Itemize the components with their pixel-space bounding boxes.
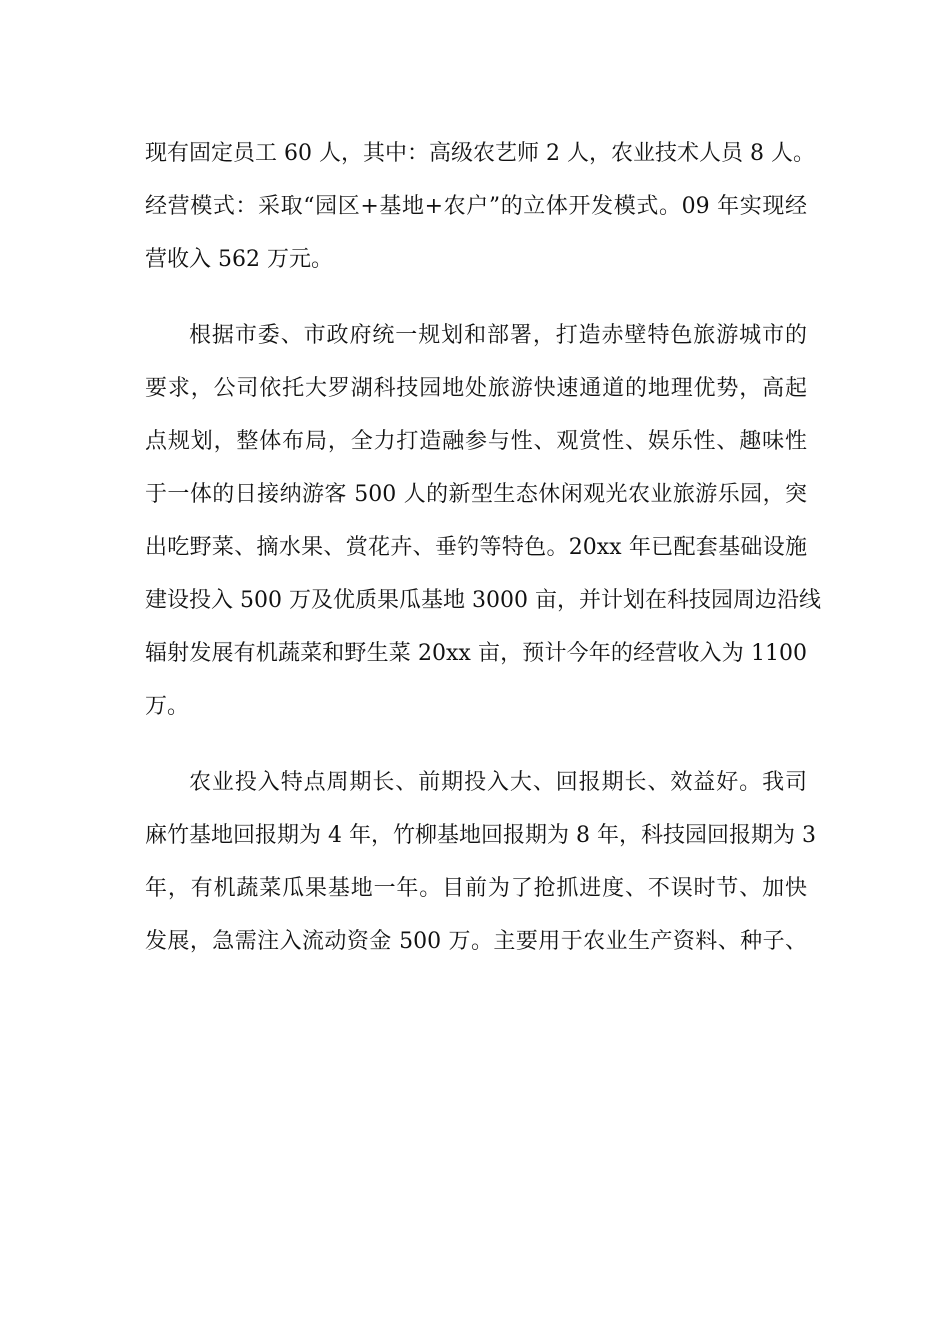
text-line: 要求，公司依托大罗湖科技园地处旅游快速通道的地理优势，高起 — [145, 376, 807, 401]
text-line: 出吃野菜、摘水果、赏花卉、垂钓等特色。20xx 年已配套基础设施 — [145, 535, 807, 560]
text-line: 农业投入特点周期长、前期投入大、回报期长、效益好。我司 — [189, 770, 807, 795]
text-line: 发展，急需注入流动资金 500 万。主要用于农业生产资料、种子、 — [145, 929, 807, 954]
text-line: 建设投入 500 万及优质果瓜基地 3000 亩，并计划在科技园周边沿线 — [145, 588, 821, 613]
paragraph-staff-and-model — [145, 127, 815, 286]
text-line: 根据市委、市政府统一规划和部署，打造赤壁特色旅游城市的 — [189, 323, 807, 348]
paragraph-tourism-park — [145, 309, 821, 733]
text-line: 于一体的日接纳游客 500 人的新型生态休闲观光农业旅游乐园，突 — [145, 482, 807, 507]
text-line: 点规划，整体布局，全力打造融参与性、观赏性、娱乐性、趣味性 — [145, 429, 807, 454]
text-line: 年，有机蔬菜瓜果基地一年。目前为了抢抓进度、不误时节、加快 — [145, 876, 807, 901]
text-line: 现有固定员工 60 人，其中：高级农艺师 2 人，农业技术人员 8 人。 — [145, 141, 815, 166]
text-line: 辐射发展有机蔬菜和野生菜 20xx 亩，预计今年的经营收入为 1100 — [145, 641, 807, 666]
document-body — [145, 127, 821, 968]
paragraph-spacer — [145, 733, 807, 756]
text-line: 万。 — [145, 694, 190, 719]
paragraph-spacer — [145, 286, 807, 309]
text-line: 经营模式：采取“园区+基地+农户”的立体开发模式。09 年实现经 — [145, 194, 807, 219]
text-line: 营收入 562 万元。 — [145, 247, 333, 272]
paragraph-investment-needs — [145, 756, 816, 968]
text-line: 麻竹基地回报期为 4 年，竹柳基地回报期为 8 年，科技园回报期为 3 — [145, 823, 816, 848]
